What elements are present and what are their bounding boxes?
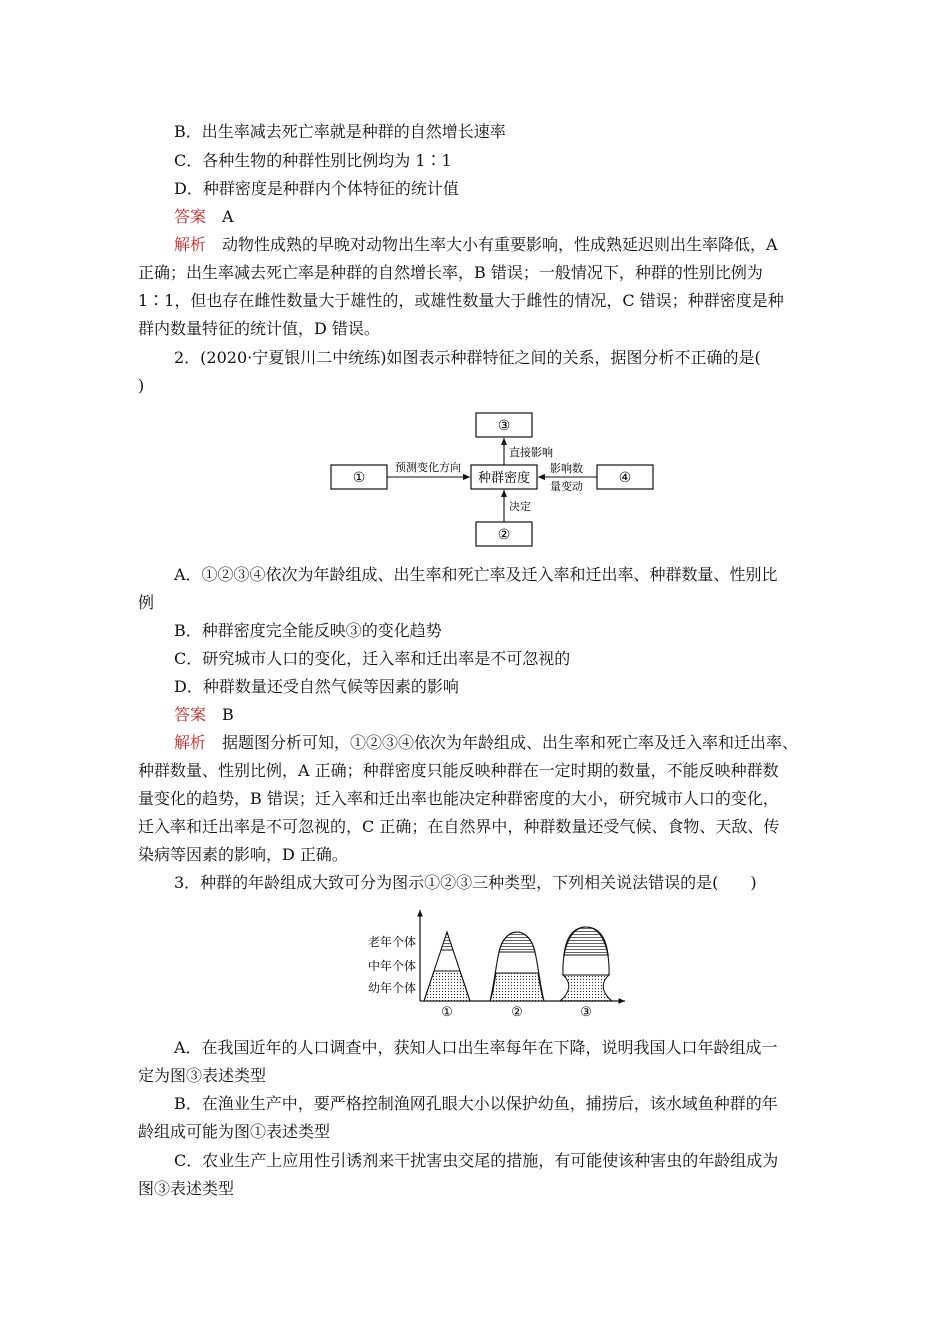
arrow-4-label-a: 影响数 [550, 462, 583, 475]
q2-option-a-line-2: 例 [138, 593, 155, 612]
q2-stem-line-2: ) [138, 376, 145, 395]
box-3-label: ③ [497, 418, 511, 434]
answer-value: A [222, 207, 234, 226]
q2-option-b: B．种群密度完全能反映③的变化趋势 [174, 621, 442, 640]
q3-option-a-line-2: 定为图③表述类型 [138, 1066, 267, 1085]
box-1-label: ① [352, 470, 366, 486]
q3-option-c-line-1: C．农业生产上应用性引诱剂来干扰害虫交尾的措施，有可能使该种害虫的年龄组成为 [174, 1151, 779, 1170]
q2-option-c: C．研究城市人口的变化，迁入率和迁出率是不可忽视的 [174, 649, 571, 668]
q3-option-a-line-1: A．在我国近年的人口调查中，获知人口出生率每年在下降，说明我国人口年龄组成一 [174, 1038, 778, 1057]
analysis-text: 动物性成熟的早晚对动物出生率大小有重要影响，性成熟延迟则出生率降低，A [222, 235, 778, 254]
q1-analysis-line-3: 1∶1，但也存在雌性数量大于雄性的，或雄性数量大于雌性的情况，C 错误；种群密度是种 [138, 291, 784, 310]
q3-stem: 3．种群的年龄组成大致可分为图示①②③三种类型，下列相关说法错误的是( ) [174, 873, 757, 892]
q2-stem-line-1: 2．(2020·宁夏银川二中统练)如图表示种群特征之间的关系，据图分析不正确的是( [174, 348, 761, 367]
answer-label: 答案 [174, 705, 207, 724]
q2-analysis-line-4: 迁入率和迁出率是不可忽视的，C 正确；在自然界中，种群数量还受气候、食物、天敌、传 [138, 817, 780, 836]
q3-option-b-line-1: B．在渔业生产中，要严格控制渔网孔眼大小以保护幼鱼，捕捞后，该水域鱼种群的年 [174, 1094, 778, 1113]
q2-analysis-line-2: 种群数量、性别比例，A 正确；种群密度只能反映种群在一定时期的数量，不能反映种群数 [138, 761, 779, 780]
analysis-label: 解析 [174, 235, 207, 254]
q1-analysis-line-4: 群内数量特征的统计值，D 错误。 [138, 319, 380, 338]
shape-type-1 [424, 932, 470, 1001]
box-4-label: ④ [618, 470, 632, 486]
shape-type-2 [490, 932, 544, 1001]
center-box-label: 种群密度 [477, 471, 531, 486]
arrow-2-label: 决定 [509, 500, 531, 513]
q2-analysis-line-3: 量变化的趋势，B 错误；迁入率和迁出率也能决定种群密度的大小，研究城市人口的变化， [138, 789, 779, 808]
arrow-3-label: 直接影响 [509, 446, 553, 459]
q2-option-d: D．种群数量还受自然气候等因素的影响 [174, 677, 459, 696]
q2-option-a-line-1: A．①②③④依次为年龄组成、出生率和死亡率及迁入率和迁出率、种群数量、性别比 [174, 565, 778, 584]
label-middle: 中年个体 [367, 959, 416, 973]
arrow-4-label-b: 量变动 [550, 480, 583, 493]
analysis-text: 据题图分析可知，①②③④依次为年龄组成、出生率和死亡率及迁入率和迁出率、 [222, 733, 799, 752]
answer-value: B [222, 705, 234, 724]
label-old: 老年个体 [367, 935, 416, 949]
answer-label: 答案 [174, 207, 207, 226]
type-1-label: ① [441, 1005, 453, 1020]
arrow-1-label: 预测变化方向 [395, 461, 461, 474]
shape-type-3 [560, 927, 612, 1001]
q1-option-d: D．种群密度是种群内个体特征的统计值 [174, 179, 459, 198]
q3-option-b-line-2: 龄组成可能为图①表述类型 [138, 1122, 331, 1141]
q2-analysis-line-5: 染病等因素的影响，D 正确。 [138, 845, 348, 864]
label-young: 幼年个体 [367, 981, 416, 995]
analysis-label: 解析 [174, 733, 207, 752]
q1-analysis-line-2: 正确；出生率减去死亡率是种群的自然增长率，B 错误；一般情况下，种群的性别比例为 [138, 263, 763, 282]
q1-option-b: B．出生率减去死亡率就是种群的自然增长速率 [174, 122, 506, 141]
type-2-label: ② [511, 1005, 523, 1020]
q3-option-c-line-2: 图③表述类型 [138, 1179, 235, 1198]
type-3-label: ③ [580, 1005, 592, 1020]
q1-option-c: C．各种生物的种群性别比例均为 1∶1 [174, 151, 452, 170]
box-2-label: ② [497, 527, 511, 543]
